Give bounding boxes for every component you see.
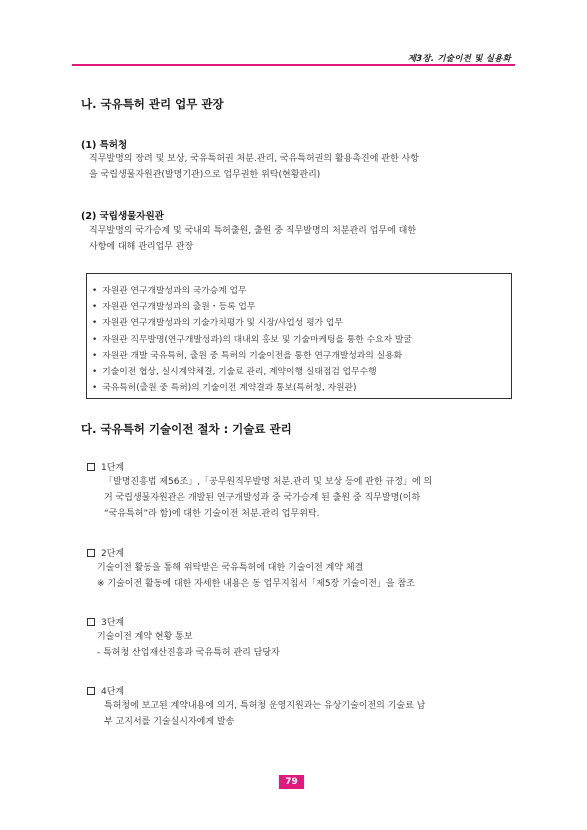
section-na-title: 나. 국유특허 관리 업무 관장 xyxy=(81,97,224,111)
header-rule xyxy=(72,64,515,66)
page-number: 79 xyxy=(279,775,304,789)
chapter-header-title: 제3장. 기술이전 및 실용화 xyxy=(407,54,511,64)
subsection-nibr-title: (2) 국립생물자원관 xyxy=(81,211,164,222)
subsection-nibr-paragraph xyxy=(89,223,517,255)
paragraph-line: 직무발명의 장려 및 보상, 국유특허권 처분.관리, 국유특허권의 활용촉진에 관한 사항 xyxy=(89,154,419,164)
paragraph-line: 기술이전 계약 현황 통보 xyxy=(97,632,193,642)
step-1-heading xyxy=(87,460,124,473)
step-1-paragraph xyxy=(104,474,517,522)
list-item: • 자원관 연구개발성과의 출원・등록 업무 xyxy=(92,299,511,315)
step-label: 1단계 xyxy=(101,463,125,473)
step-4-paragraph xyxy=(104,698,517,730)
checkbox-icon xyxy=(87,463,95,471)
list-item: • 자원관 직무발명(연구개발성과)의 대내외 홍보 및 기술마케팅을 통한 수요자 발굴 xyxy=(92,332,511,348)
section-da-title: 다. 국유특허 기술이전 절차 : 기술료 관리 xyxy=(81,422,292,436)
step-2-paragraph xyxy=(97,560,517,592)
checkbox-icon xyxy=(87,618,95,626)
paragraph-line: 사항에 대해 관리업무 관장 xyxy=(89,242,194,252)
step-3-paragraph xyxy=(97,629,517,661)
duties-box xyxy=(86,273,512,399)
list-item: • 국유특허(출원 중 특허)의 기술이전 계약결과 통보(특허청, 자원관) xyxy=(92,380,511,396)
checkbox-icon xyxy=(87,687,95,695)
paragraph-line: 직무발명의 국가승계 및 국내외 특허출원, 출원 중 직무발명의 처분관리 업무에 대한 xyxy=(89,226,417,236)
paragraph-line: ※ 기술이전 활동에 대한 자세한 내용은 동 업무지침서「제5장 기술이전」을 참조 xyxy=(97,579,415,589)
checkbox-icon xyxy=(87,549,95,557)
paragraph-line: 거 국립생물자원관은 개발된 연구개발성과 중 국가승계 된 출원 중 직무발명(이하 xyxy=(104,493,421,503)
step-label: 4단계 xyxy=(101,687,125,697)
subsection-kipo-title: (1) 특허청 xyxy=(81,140,128,151)
list-item: • 기술이전 협상, 실시계약체결, 기술료 관리, 계약이행 실태점검 업무수행 xyxy=(92,364,511,380)
duties-list xyxy=(87,274,511,396)
paragraph-line: - 특허청 산업재산진흥과 국유특허 관리 담당자 xyxy=(97,648,280,658)
step-label: 3단계 xyxy=(101,618,125,628)
step-4-heading xyxy=(87,684,124,697)
paragraph-line: 기술이전 활동을 통해 위탁받은 국유특허에 대한 기술이전 계약 체결 xyxy=(97,563,364,573)
subsection-kipo-paragraph xyxy=(89,151,517,183)
paragraph-line: “국유특허”라 함)에 대한 기술이전 처분.관리 업무위탁. xyxy=(104,509,320,519)
step-label: 2단계 xyxy=(101,549,125,559)
list-item: • 자원관 연구개발성과의 기술가치평가 및 시장/사업성 평가 업무 xyxy=(92,315,511,331)
paragraph-line: 을 국립생물자원관(발명기관)으로 업무권한 위탁(현황관리) xyxy=(89,170,321,180)
paragraph-line: 특허청에 보고된 계약내용에 의거, 특허청 운영지원과는 유상기술이전의 기술료 납 xyxy=(104,701,426,711)
paragraph-line: 부 고지서를 기술실시자에게 발송 xyxy=(104,717,235,727)
step-2-heading xyxy=(87,546,124,559)
list-item: • 자원관 개발 국유특허, 출원 중 특허의 기술이전을 통한 연구개발성과의 실용화 xyxy=(92,348,511,364)
step-3-heading xyxy=(87,615,124,628)
list-item: • 자원관 연구개발성과의 국가승계 업무 xyxy=(92,283,511,299)
paragraph-line: 「발명진흥법 제56조」,「공무원직무발명 처분.관리 및 보상 등에 관한 규정」에 의 xyxy=(104,477,433,487)
